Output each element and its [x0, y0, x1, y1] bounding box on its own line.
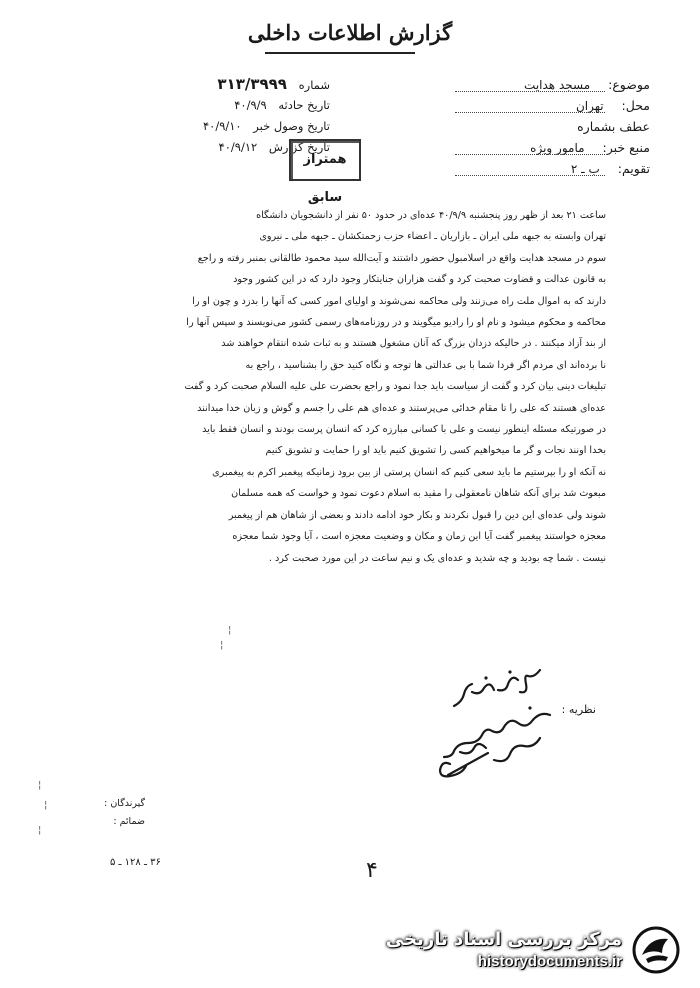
- meta-rating: تقویم: ب ـ ۲: [360, 158, 650, 179]
- document-title: گزارش اطلاعات داخلی: [247, 20, 453, 45]
- body-line: محاکمه و محکوم میشود و نام او را رادیو میگویند و در روزنامه‌های رسمی کشور می‌نویسند و سپس آنها را: [186, 317, 606, 329]
- dotted-rule: [455, 112, 605, 113]
- meta-value: تهران: [575, 99, 604, 113]
- body-line: تهران وابسته به جبهه ملی ایران ـ بازاریان ـ اعضاء حزب زحمتکشان ـ جبهه ملی ـ نیروی: [259, 231, 606, 243]
- body-line: سوم در مسجد هدایت واقع در اسلامبول حضور داشتند و آیت‌الله سید محمود طالقانی بمنبر رفته و راجع: [197, 252, 606, 264]
- body-line: از بند آزاد میکنند . در حالیکه دزدان بزرگ که آنان مشغول هستند و به ثبات شده انتقام خواهند شد: [221, 338, 606, 350]
- meta-reference: [360, 116, 650, 137]
- body-line: به قانون عدالت و قضاوت صحبت کرد و گفت هزاران جنایتکار وجود دارد که در این کشور وجود: [233, 274, 606, 286]
- handwritten-annotation: [390, 660, 570, 785]
- attachments-label: ضمائم :: [113, 816, 145, 827]
- watermark-name: مرکز بررسی اسناد تاریخی: [385, 929, 622, 950]
- meta-source: منبع خبر: مامور ویژه: [360, 137, 650, 158]
- archive-code: ۳۶ ـ ۱۲۸ ـ ۵: [110, 857, 161, 868]
- stamp-text: همتراز سابق: [303, 152, 347, 205]
- meta-label: عطف بشماره: [577, 119, 650, 134]
- meta-value: مسجد هدایت: [524, 78, 591, 92]
- body-line: دارند که به اموال ملت راه می‌زنند ولی محاکمه نمی‌شوند و اولیای امور کسی که آنها را بدزد و چون او را: [192, 295, 606, 307]
- body-line: در صورتیکه مسئله اینطور نیست و علی با کسانی مبارزه کرد که انسان پرست بودند و انسان فقط باید: [202, 424, 606, 436]
- meta-value: ۴۰/۹/۹: [234, 98, 267, 112]
- meta-label: تقویم: [621, 161, 650, 176]
- dotted-rule: [455, 175, 605, 176]
- meta-label: شماره: [298, 78, 330, 92]
- meta-number: [150, 74, 330, 95]
- watermark-logo-icon: [630, 925, 682, 975]
- margin-mark: ¦: [44, 800, 48, 811]
- watermark: [385, 925, 682, 975]
- dotted-rule: [455, 154, 605, 155]
- title-underline: [265, 52, 415, 54]
- margin-mark: ¦: [38, 825, 42, 836]
- body-line: عده‌ای هستند که علی را تا مقام خدائی می‌پرستند و عده‌ای هم علی را جسم و گوش و زبان خدا میدانند: [197, 402, 606, 414]
- meta-label: تاریخ وصول خبر: [253, 119, 330, 133]
- recipients-label: گیرندگان :: [104, 798, 145, 809]
- body-line: تبلیغات دینی بیان کرد و گفت از سیاست باید جدا نمود و راجع بحضرت علی علیه السلام صحبت کرد و گفت: [184, 381, 606, 393]
- body-line: بخدا اونند نجات و گر ما میخواهیم کسی را تشویق کنیم باید او را حمایت و تشویق کنیم: [265, 445, 606, 457]
- meta-value: ۴۰/۹/۱۲: [218, 140, 258, 154]
- meta-value: ۳۱۳/۳۹۹۹: [217, 75, 287, 93]
- meta-value: مامور ویژه: [530, 141, 585, 155]
- dotted-rule: [455, 91, 605, 92]
- meta-label: منبع خبر: [606, 140, 650, 155]
- page-number: ۴: [366, 858, 378, 883]
- meta-incident-date: [150, 95, 330, 116]
- watermark-url: historydocuments.ir: [477, 953, 622, 970]
- report-body: [106, 205, 606, 569]
- body-line: مبعوث شد برای آنکه شاهان نامعقولی را مقید به اسلام دعوت نمود و خواست که همه مسلمان: [231, 488, 606, 500]
- meta-value: ۴۰/۹/۱۰: [202, 119, 242, 133]
- meta-subject: موضوع: مسجد هدایت: [360, 74, 650, 95]
- meta-label: موضوع: [612, 77, 650, 92]
- body-line: شوند ولی عده‌ای این دین را قبول نکردند و بکار خود ادامه دادند و بعضی از شاهان هم از پیغمبر: [228, 509, 606, 521]
- margin-mark: ¦: [38, 780, 42, 791]
- margin-mark: ¦: [228, 625, 232, 636]
- margin-mark: ¦: [220, 640, 224, 651]
- meta-right-block: [360, 74, 650, 179]
- meta-location: محل: تهران: [360, 95, 650, 116]
- body-line: نه آنکه او را بپرستیم ما باید سعی کنیم که انسان پرستی از بین برود زمانیکه پیغمبر اکرم به پیغمبری: [212, 466, 606, 478]
- body-line: ساعت ۲۱ بعد از ظهر روز پنجشنبه ۴۰/۹/۹ عده‌ای در حدود ۵۰ نفر از دانشجویان دانشگاه: [256, 210, 606, 221]
- body-line: نیست . شما چه بودید و چه شدید و عده‌ای یک و نیم ساعت در این مورد صحبت کرد .: [268, 552, 606, 564]
- footer-block: [45, 795, 145, 831]
- body-line: معجزه خواستند پیغمبر گفت آیا این زمان و مکان و وضعیت معجزه است ، آیا وجود شما معجزه: [232, 531, 606, 543]
- meta-label: محل: [625, 98, 650, 113]
- meta-label: تاریخ حادثه: [278, 98, 330, 112]
- meta-value: ب ـ ۲: [570, 162, 600, 176]
- meta-received-date: [150, 116, 330, 137]
- meta-label: تاریخ گزارش: [268, 140, 330, 154]
- body-line: نا برده‌اند ای مردم اگر فردا شما با بی عدالتی ها توجه و نگاه کنید حق را بشناسید ، راجع به: [245, 359, 606, 371]
- opinion-label: نظریه :: [561, 703, 596, 716]
- classification-stamp: [289, 139, 361, 205]
